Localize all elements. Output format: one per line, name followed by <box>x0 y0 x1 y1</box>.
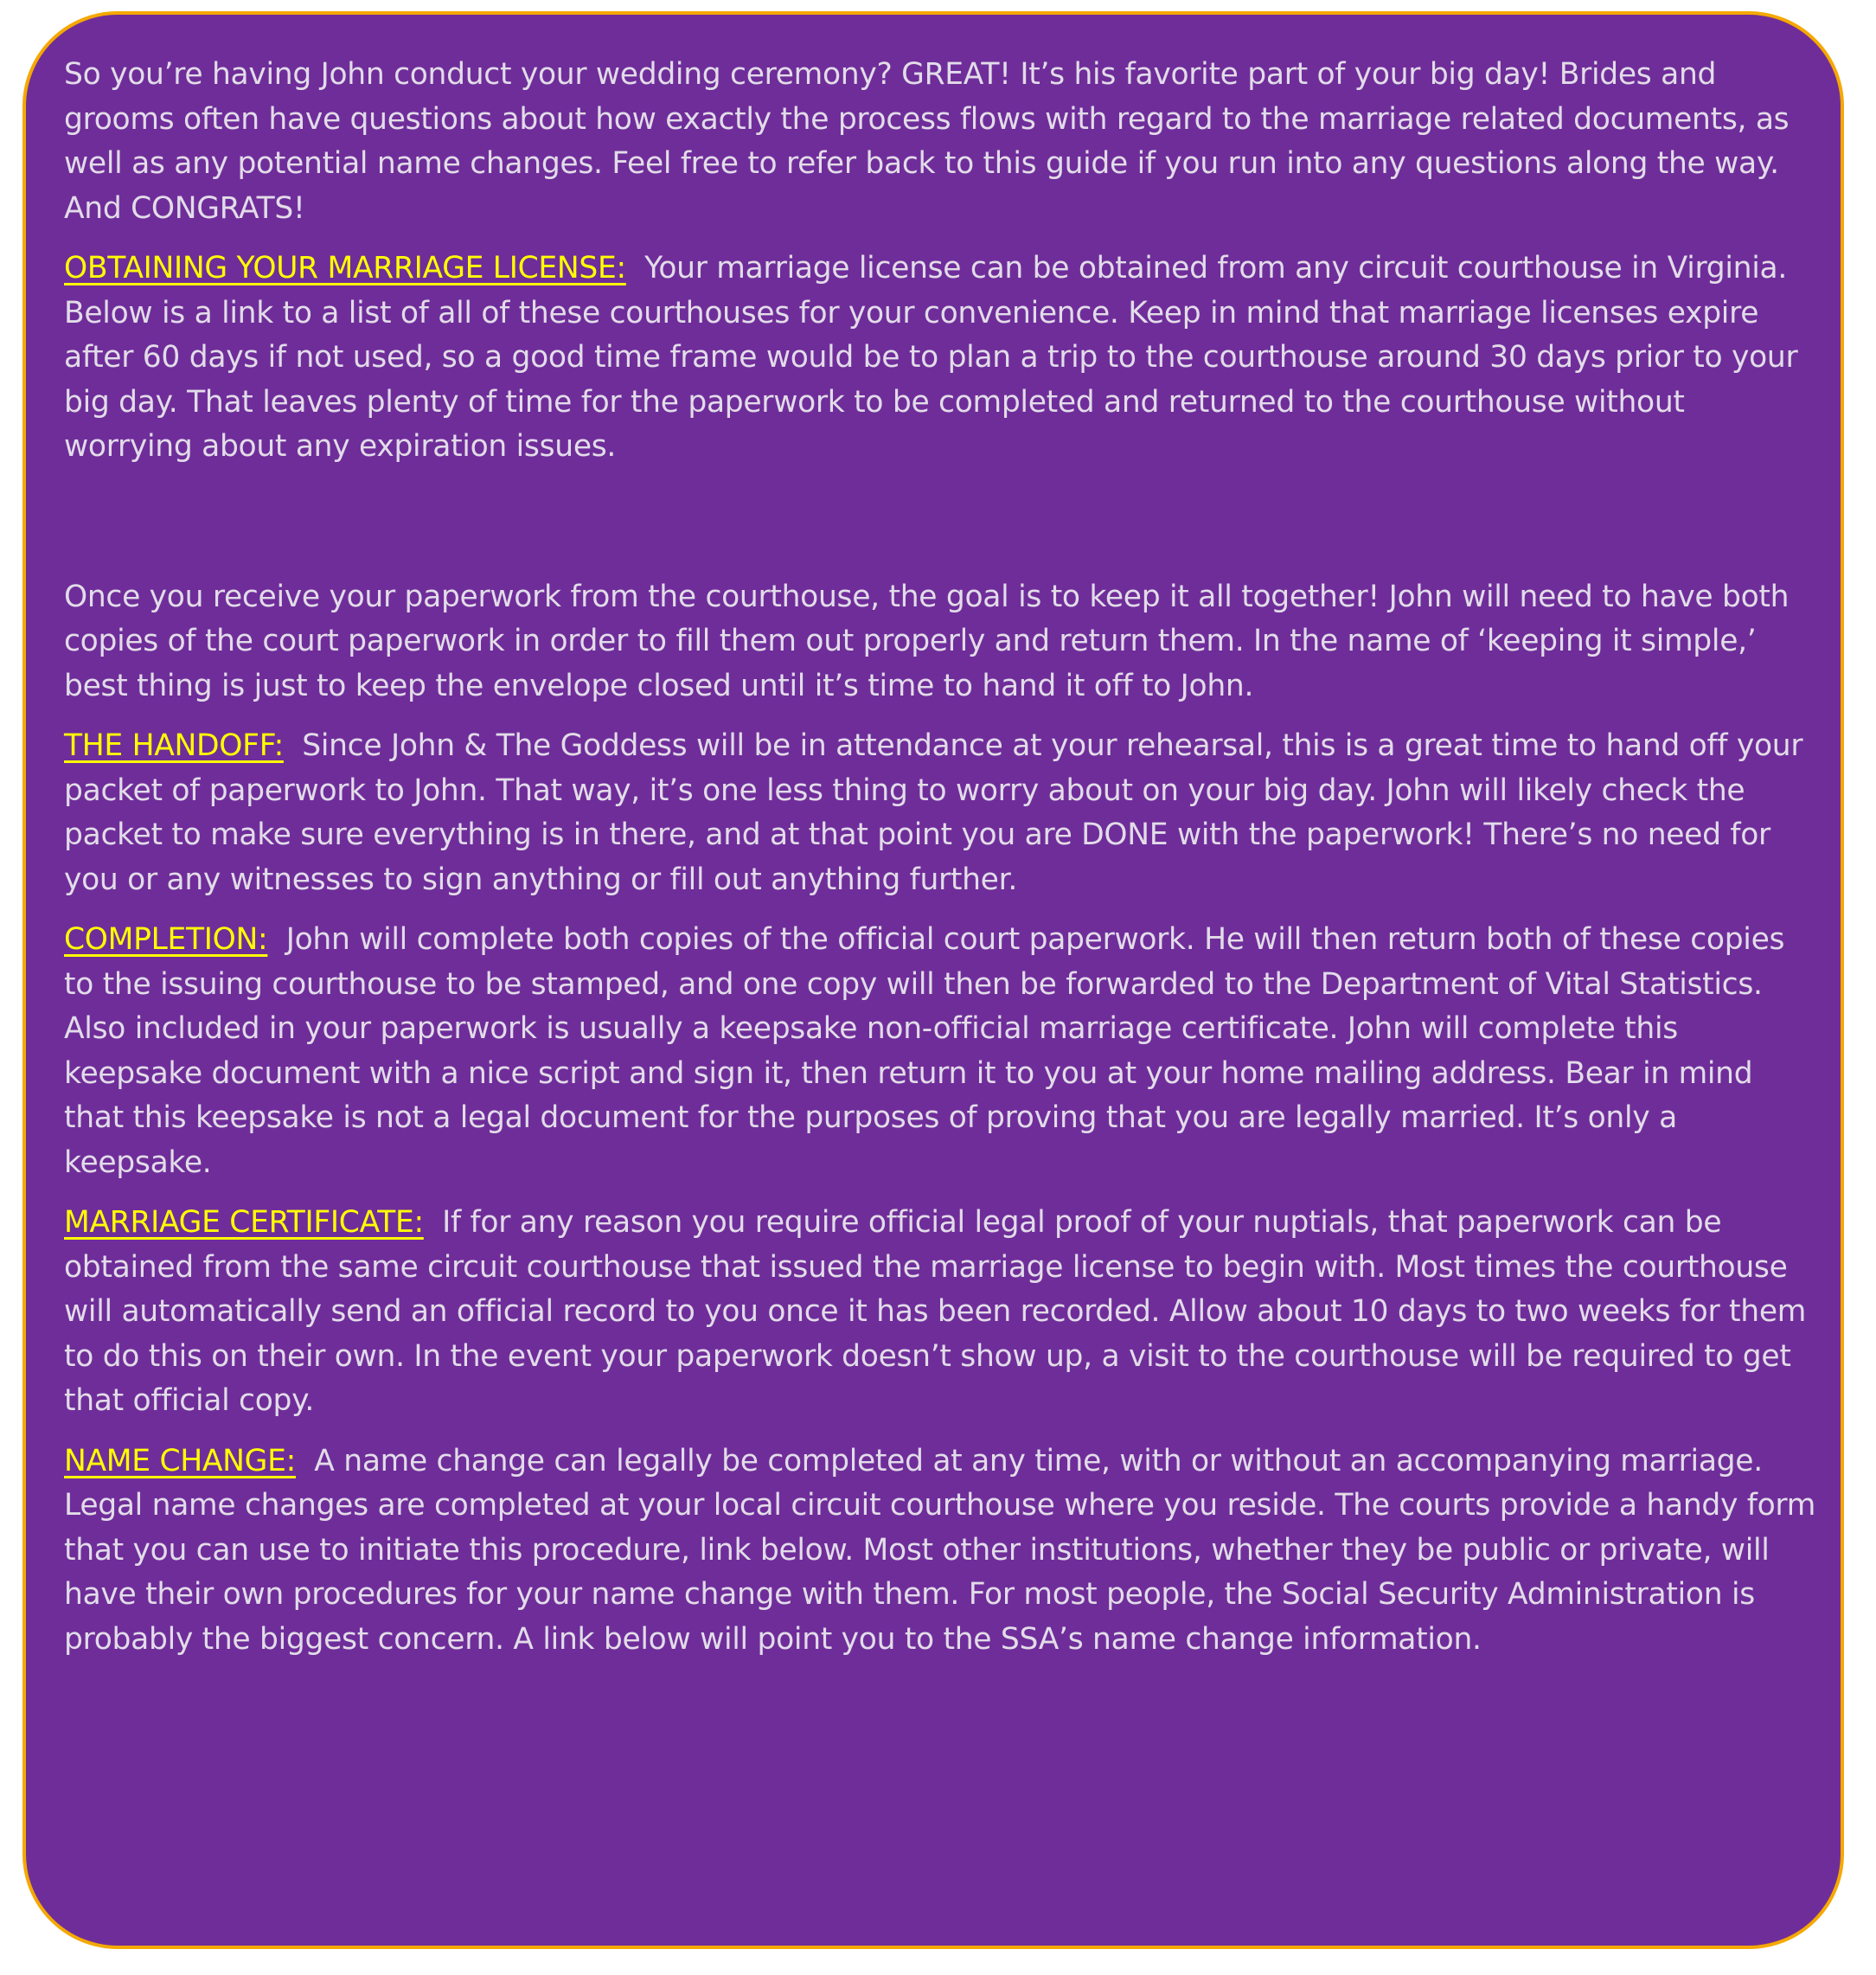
guide-panel <box>22 11 1844 1949</box>
section-completion <box>64 918 1820 1185</box>
section-name-change <box>64 1440 1820 1663</box>
section-heading: THE HANDOFF: <box>64 728 284 763</box>
guide-content <box>64 53 1820 1677</box>
section-heading: COMPLETION: <box>64 922 268 957</box>
section-body: If for any reason you require official legal proof of your nuptials, that paperwork can be obtained from the same circuit courthouse that issued the marriage license to begin with. Most times the courthouse will automatically send an official record to you once it has been recorded. Allow about 10 days to two weeks for them to do this on their own. In the event your paperwork doesn’t show up, a visit to the courthouse will be required to get that official copy. <box>64 1205 1807 1418</box>
section-body: Your marriage license can be obtained from any circuit courthouse in Virginia. Below is a link to a list of all of these courthouses for your convenience. Keep in mind that marriage licenses expire after 60 days if not used, so a good time frame would be to plan a trip to the courthouse around 30 days prior to your big day. That leaves plenty of time for the paperwork to be completed and returned to the courthouse without worrying about any expiration issues. <box>64 251 1798 464</box>
section-marriage-license <box>64 247 1820 470</box>
section-marriage-certificate <box>64 1201 1820 1424</box>
section-heading: NAME CHANGE: <box>64 1443 296 1478</box>
section-paperwork <box>64 575 1820 709</box>
section-body: Since John & The Goddess will be in attendance at your rehearsal, this is a great time to hand off your packet of paperwork to John. That way, it’s one less thing to worry about on your big day. John will likely check the packet to make sure everything is in there, and at that point you are DONE with the paperwork! There’s no need for you or any witnesses to sign anything or fill out anything further. <box>64 728 1803 897</box>
section-heading: OBTAINING YOUR MARRIAGE LICENSE: <box>64 251 626 285</box>
section-body: John will complete both copies of the official court paperwork. He will then return both of these copies to the issuing courthouse to be stamped, and one copy will then be forwarded to the Department of Vital Statistics. Also included in your paperwork is usually a keepsake non-official marriage certificate. John will complete this keepsake document with a nice script and sign it, then return it to you at your home mailing address. Bear in mind that this keepsake is not a legal document for the purposes of proving that you are legally married. It’s only a keepsake. <box>64 922 1785 1180</box>
section-handoff <box>64 724 1820 902</box>
section-body: A name change can legally be completed at any time, with or without an accompanying marriage. Legal name changes are completed at your local circuit courthouse where you reside. The courts provide a handy form that you can use to initiate this procedure, link below. Most other institutions, whether they be public or private, will have their own procedures for your name change with them. For most people, the Social Security Administration is probably the biggest concern. A link below will point you to the SSA’s name change information. <box>64 1443 1816 1657</box>
section-body: Once you receive your paperwork from the courthouse, the goal is to keep it all together! John will need to have both copies of the court paperwork in order to fill them out properly and return them. In the name of ‘keeping it simple,’ best thing is just to keep the envelope closed until it’s time to hand it off to John. <box>64 579 1790 703</box>
section-heading: MARRIAGE CERTIFICATE: <box>64 1205 424 1240</box>
intro-paragraph: So you’re having John conduct your wedding ceremony? GREAT! It’s his favorite part of your big day! Brides and grooms often have questions about how exactly the process flows with regard to the marriage related documents, as well as any potential name changes. Feel free to refer back to this guide if you run into any questions along the way. And CONGRATS! <box>64 57 1790 226</box>
